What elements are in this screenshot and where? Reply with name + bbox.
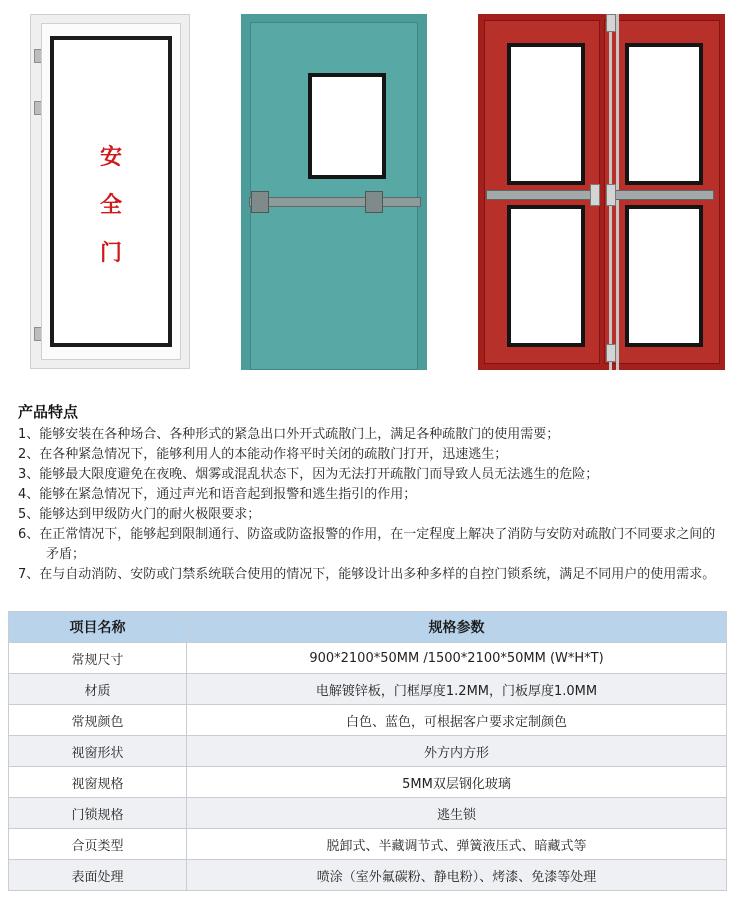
row-name: 常规尺寸	[9, 643, 187, 674]
window-top-right	[625, 43, 703, 185]
panic-bar-latch	[365, 191, 383, 213]
rod-clip-bottom	[606, 344, 616, 362]
door-leaf	[250, 22, 418, 370]
door-frame	[41, 23, 181, 360]
row-value: 电解镀锌板，门框厚度1.2MM，门板厚度1.0MM	[187, 674, 727, 705]
feature-item: 3、能够最大限度避免在夜晚、烟雾或混乱状态下，因为无法打开疏散门而导致人员无法逃生的危险；	[18, 467, 599, 482]
table-row	[9, 705, 727, 736]
window-top-left	[507, 43, 585, 185]
row-value: 脱卸式、半藏调节式、弹簧液压式、暗藏式等	[187, 829, 727, 860]
table-row	[9, 643, 727, 674]
features-list	[18, 425, 718, 585]
spec-table-header	[9, 612, 727, 643]
row-name: 常规颜色	[9, 705, 187, 736]
window-bottom-right	[625, 205, 703, 347]
spec-table	[8, 611, 727, 891]
table-row	[9, 860, 727, 891]
teal-fire-door-image	[241, 14, 427, 370]
row-value: 5MM双层钢化玻璃	[187, 767, 727, 798]
door-label-char-1: 安	[99, 144, 122, 170]
table-row	[9, 674, 727, 705]
panic-bar-left-end	[251, 191, 269, 213]
row-value: 喷涂（室外氟碳粉、静电粉）、烤漆、免漆等处理	[187, 860, 727, 891]
row-name: 门锁规格	[9, 798, 187, 829]
feature-item: 7、在与自动消防、安防或门禁系统联合使用的情况下，能够设计出多种多样的自控门锁系统，满足不同用户的使用需求。	[18, 567, 716, 582]
panic-bar-left	[486, 190, 598, 200]
latch-left	[590, 184, 600, 206]
white-safety-door-image	[30, 14, 190, 369]
row-name: 视窗规格	[9, 767, 187, 798]
table-row	[9, 829, 727, 860]
header-item-name: 项目名称	[9, 612, 187, 643]
feature-item: 6、在正常情况下，能够起到限制通行、防盗或防盗报警的作用，在一定程度上解决了消防与安防对疏散门不同要求之间的矛盾；	[18, 527, 716, 562]
table-row	[9, 736, 727, 767]
latch-right	[606, 184, 616, 206]
row-value: 外方内方形	[187, 736, 727, 767]
feature-item: 2、在各种紧急情况下，能够利用人的本能动作将平时关闭的疏散门打开，迅速逃生；	[18, 447, 508, 462]
row-name: 视窗形状	[9, 736, 187, 767]
door-label-char-3: 门	[99, 240, 122, 266]
glass-panel	[50, 36, 172, 347]
panic-bar	[249, 197, 421, 207]
window-bottom-left	[507, 205, 585, 347]
row-value: 白色、蓝色，可根据客户要求定制颜色	[187, 705, 727, 736]
door-label-char-2: 全	[99, 192, 122, 218]
feature-item: 5、能够达到甲级防火门的耐火极限要求；	[18, 507, 261, 522]
header-item-value: 规格参数	[187, 612, 727, 643]
row-value: 逃生锁	[187, 798, 727, 829]
red-double-door-image	[478, 14, 725, 370]
table-row	[9, 767, 727, 798]
features-heading: 产品特点	[18, 403, 79, 421]
row-name: 合页类型	[9, 829, 187, 860]
panic-bar-right	[606, 190, 714, 200]
row-name: 材质	[9, 674, 187, 705]
row-name: 表面处理	[9, 860, 187, 891]
table-row	[9, 798, 727, 829]
feature-item: 1、能够安装在各种场合、各种形式的紧急出口外开式疏散门上，满足各种疏散门的使用需要；	[18, 427, 560, 442]
rod-clip-top	[606, 14, 616, 32]
feature-item: 4、能够在紧急情况下，通过声光和语音起到报警和逃生指引的作用；	[18, 487, 417, 502]
view-window	[308, 73, 386, 179]
row-value: 900*2100*50MM /1500*2100*50MM (W*H*T)	[187, 643, 727, 674]
